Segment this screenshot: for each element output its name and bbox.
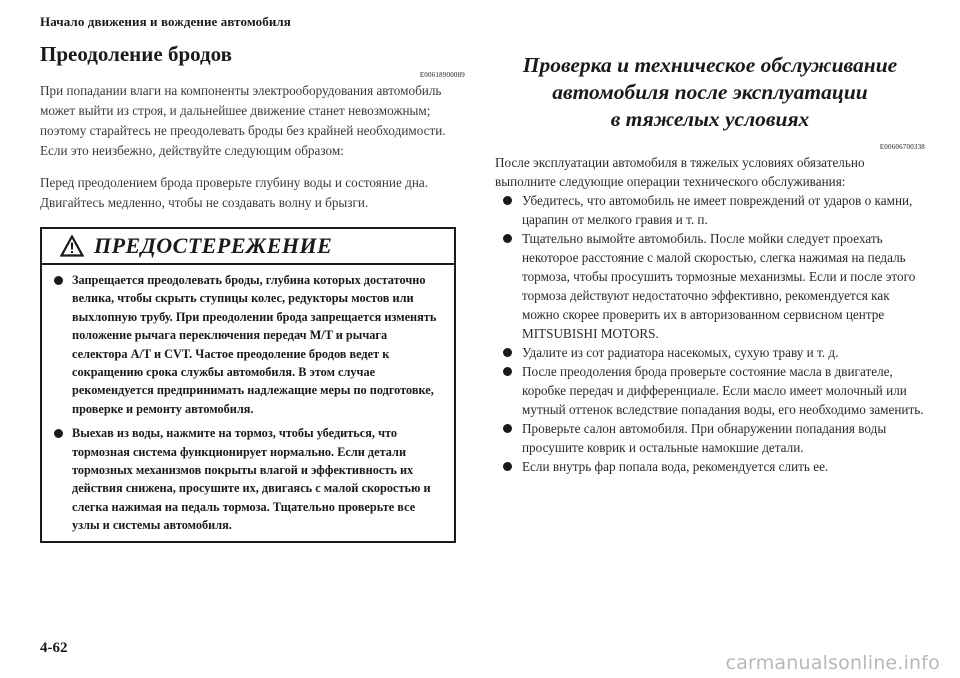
right-title-line: автомобиля после эксплуатации [552, 80, 868, 104]
warning-item [42, 418, 454, 534]
bullet-icon [503, 196, 512, 205]
checklist-item [495, 419, 925, 457]
bullet-icon [54, 429, 63, 438]
bullet-icon [503, 234, 512, 243]
intro-paragraph: При попадании влаги на компоненты электрооборудования автомобиль может выйти из строя, и дальнейшее движение станет невозможным; поэтому старайтесь не преодолевать броды без крайней необходимости. Если это неизбежно, действуйте следующим образом: [40, 83, 446, 158]
checklist-text: Тщательно вымойте автомобиль. После мойки следует проехать некоторое расстояние с малой скоростью, слегка нажимая на педаль тормоза, чтобы просушить тормозные механизмы. Если и после этого тормоза действуют недостаточно эффективно, рекомендуется как можно скорее проверить их в авторизованном сервисном центре MITSUBISHI MOTORS. [522, 231, 916, 341]
checklist-item [495, 343, 925, 362]
left-column [40, 14, 465, 543]
right-title-line: Проверка и техническое обслуживание [522, 53, 898, 77]
bullet-icon [503, 367, 512, 376]
bullet-icon [54, 276, 63, 285]
checklist-text: Проверьте салон автомобиля. При обнаружении попадания воды просушите коврик и остальные намокшие детали. [522, 421, 887, 455]
warning-text: Выехав из воды, нажмите на тормоз, чтобы убедиться, что тормозная система функционирует нормально. Если детали тормозных механизмов покрыты влагой и эффективность их действия снижена, просушите их, двигаясь с малой скоростью и слегка нажимая на педаль тормоза. Тщательно проверьте все узлы и системы автомобиля. [72, 426, 431, 533]
section-code: E00618900089 [419, 71, 465, 79]
right-intro: После эксплуатации автомобиля в тяжелых условиях обязательно выполните следующие операции технического обслуживания: [495, 155, 865, 189]
section-title: Преодоление бродов [40, 42, 232, 66]
checklist-text: После преодоления брода проверьте состояние масла в двигателе, коробке передач и дифференциале. Если масло имеет молочный или мутный оттенок вследствие попадания воды, его необходимо заменить. [522, 364, 924, 417]
checklist-text: Если внутрь фар попала вода, рекомендуется слить ее. [522, 459, 829, 474]
procedure-paragraph: Перед преодолением брода проверьте глубину воды и состояние дна. Двигайтесь медленно, чтобы не создавать волну и брызги. [40, 175, 429, 210]
warning-text: Запрещается преодолевать броды, глубина которых достаточно велика, чтобы скрыть ступицы колес, редукторы мостов или выхлопную трубу. При преодолении брода запрещается изменять положение рычага переключения передач M/T и рычага селектора A/T и CVT. Частое преодоление бродов ведет к сокращению срока службы автомобиля. В этом случае рекомендуется предпринимать надлежащие меры по подготовке, проверке и ремонту автомобиля. [72, 273, 437, 416]
running-head: Начало движения и вождение автомобиля [40, 14, 291, 29]
checklist-item [495, 191, 925, 229]
bullet-icon [503, 424, 512, 433]
watermark: carmanualsonline.info [725, 652, 940, 674]
right-section-code: E00606700338 [879, 143, 925, 151]
checklist-text: Удалите из сот радиатора насекомых, сухую траву и т. д. [522, 345, 839, 360]
bullet-icon [503, 462, 512, 471]
checklist-item [495, 457, 925, 476]
warning-item [42, 265, 454, 418]
bullet-icon [503, 348, 512, 357]
right-column [495, 52, 925, 476]
checklist-item [495, 229, 925, 343]
right-title-line: в тяжелых условиях [610, 107, 810, 131]
warning-triangle-icon [60, 235, 84, 257]
checklist-text: Убедитесь, что автомобиль не имеет повреждений от ударов о камни, царапин от мелкого гравия и т. п. [522, 193, 913, 227]
warning-header [42, 229, 454, 265]
warning-title: ПРЕДОСТЕРЕЖЕНИЕ [94, 233, 333, 258]
warning-box [40, 227, 456, 543]
page-number: 4-62 [40, 640, 68, 656]
checklist-item [495, 362, 925, 419]
